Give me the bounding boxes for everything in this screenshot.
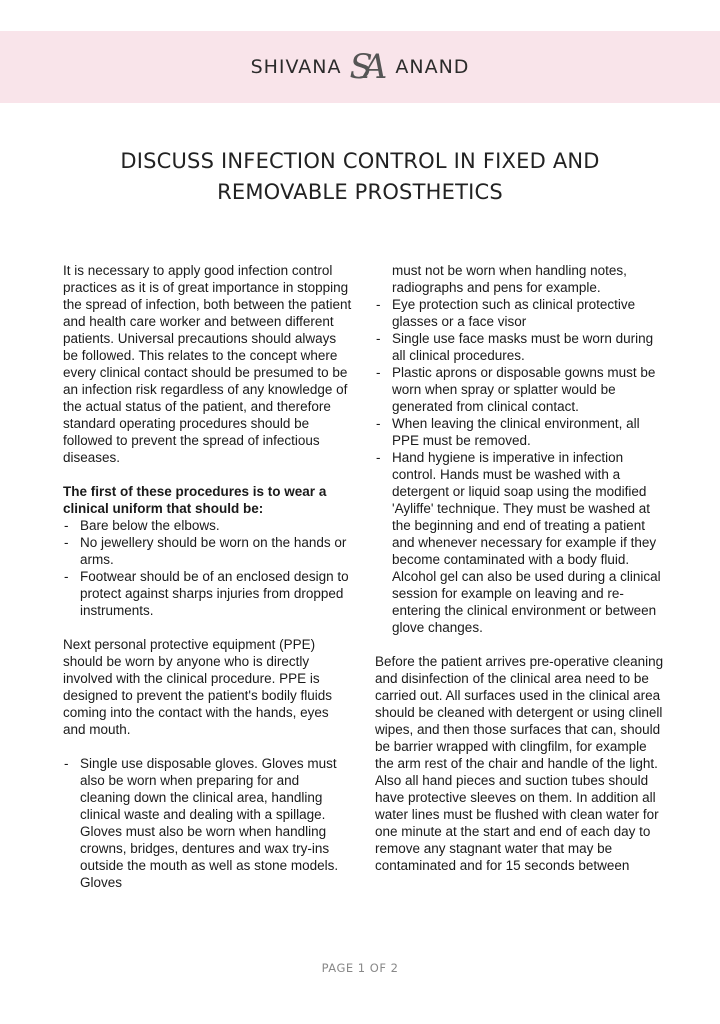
ppe-paragraph: Next personal protective equipment (PPE) should be worn by anyone who is directly involved with the clinical procedure. PPE is designed to prevent the patient's bodily fluids coming into the contact with the hands, eyes and mouth. <box>63 637 333 737</box>
page-title <box>40 146 680 208</box>
ppe-list <box>63 755 353 891</box>
page-title-line-2: REMOVABLE PROSTHETICS <box>217 180 503 204</box>
brand-name-last: ANAND <box>395 56 470 78</box>
uniform-heading: The first of these procedures is to wear a clinical uniform that should be: <box>63 484 327 516</box>
list-item: - Hand hygiene is imperative in infection control. Hands must be washed with a detergent or liquid soap using the modified 'Ayliffe' technique. They must be washed at the beginning and end of treating a patient and whenever necessary for example if they become contaminated with a body fluid. Alcohol gel can also be used during a clinical session for example on leaving and re-entering the clinical environment or between glove changes. <box>375 449 665 636</box>
list-item: - Plastic aprons or disposable gowns must be worn when spray or splatter would be generated from clinical contact. <box>375 364 665 415</box>
list-item: - Single use face masks must be worn during all clinical procedures. <box>375 330 665 364</box>
list-item: - Single use disposable gloves. Gloves must also be worn when preparing for and cleaning down the clinical area, handling clinical waste and dealing with a spillage. Gloves must also be worn when handling crowns, bridges, dentures and wax try-ins outside the mouth as well as stone models. Gloves <box>63 755 353 891</box>
list-item: - When leaving the clinical environment, all PPE must be removed. <box>375 415 665 449</box>
ppe-list-continued <box>375 296 665 636</box>
list-item: - No jewellery should be worn on the hands or arms. <box>63 534 353 568</box>
page-number: PAGE 1 OF 2 <box>321 961 399 975</box>
brand-monogram: SA <box>349 47 378 87</box>
pre-operative-paragraph: Before the patient arrives pre-operative cleaning and disinfection of the clinical area need to be carried out. All surfaces used in the clinical area should be cleaned with detergent or using clinell wipes, and then those surfaces that can, should be barrier wrapped with clingfilm, for example the arm rest of the chair and handle of the light. Also all hand pieces and suction tubes should have protective sleeves on them. In addition all water lines must be flushed with clean water for one minute at the start and end of each day to remove any stagnant water that may be contaminated and for 15 seconds between <box>375 654 664 873</box>
brand-name-first: SHIVANA <box>250 56 342 78</box>
uniform-list <box>63 517 353 619</box>
list-item: - Eye protection such as clinical protective glasses or a face visor <box>375 296 665 330</box>
brand-logo <box>0 31 720 103</box>
page-title-line-1: DISCUSS INFECTION CONTROL IN FIXED AND <box>120 149 600 173</box>
ppe-continuation: must not be worn when handling notes, radiographs and pens for example. <box>392 263 627 295</box>
left-column <box>63 262 353 891</box>
right-column <box>375 262 665 874</box>
intro-paragraph: It is necessary to apply good infection control practices as it is of great importance in stopping the spread of infection, both between the patient and health care worker and between different patients. Universal precautions should always be followed. This relates to the concept where every clinical contact should be presumed to be an infection risk regardless of any knowledge of the actual status of the patient, and therefore standard operating procedures should be followed to prevent the spread of infectious diseases. <box>63 263 352 465</box>
list-item: - Footwear should be of an enclosed design to protect against sharps injuries from dropped instruments. <box>63 568 353 619</box>
list-item: - Bare below the elbows. <box>63 517 353 534</box>
header-band <box>0 31 720 103</box>
